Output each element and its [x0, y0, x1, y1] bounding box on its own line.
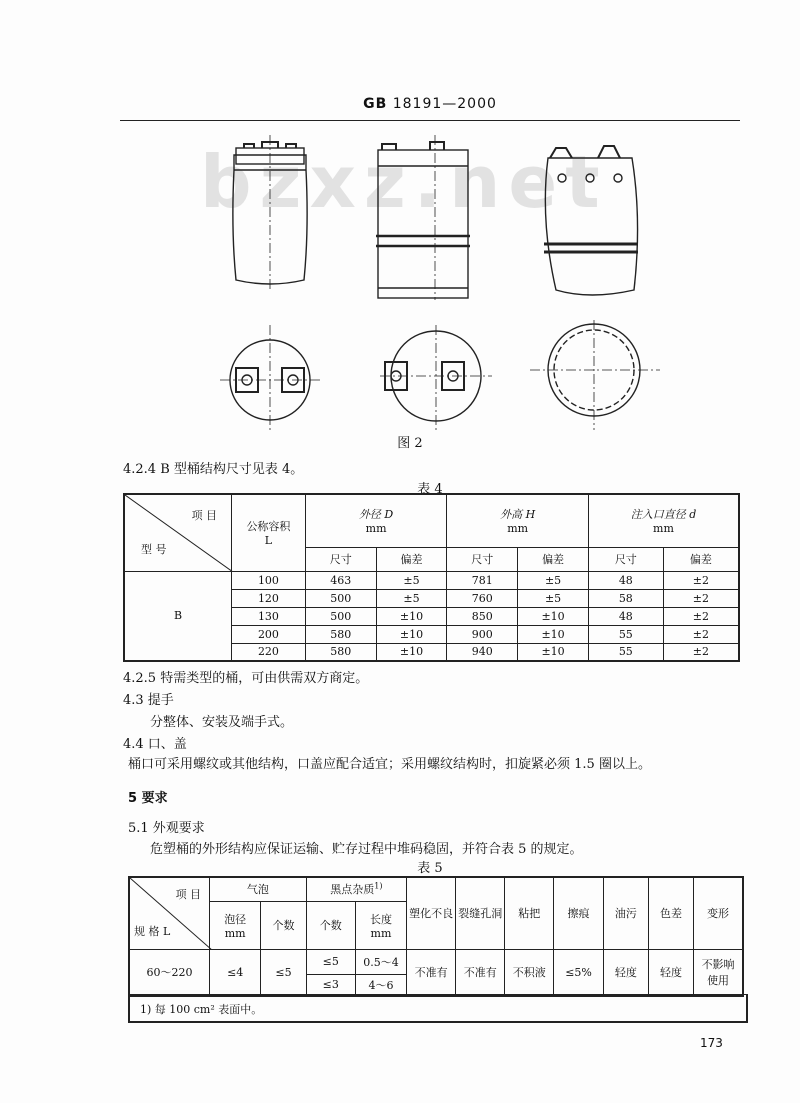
group-label: 注入口直径 d — [630, 508, 697, 522]
cell-scratch: ≤5% — [554, 949, 603, 996]
spot-footnote-mark: 1) — [374, 881, 383, 891]
table-4 — [123, 493, 740, 662]
cell: 55 — [588, 625, 663, 643]
table4-capacity-header — [232, 494, 306, 571]
cell: 781 — [447, 571, 518, 589]
header-rule — [120, 120, 740, 121]
table4-group-header — [305, 494, 447, 547]
cell-count: ≤5 — [261, 949, 306, 996]
table-row — [124, 571, 739, 589]
section-5-1-title: 5.1 外观要求 — [128, 821, 205, 836]
cell: 900 — [447, 625, 518, 643]
sub-header: 尺寸 — [588, 547, 663, 571]
label: 泡径 — [224, 912, 247, 926]
figure-caption: 图 2 — [397, 436, 423, 451]
cell: ±2 — [663, 589, 739, 607]
cell: ±5 — [376, 571, 447, 589]
cell: 48 — [588, 571, 663, 589]
spot-header — [306, 877, 406, 901]
table4-corner-cell — [124, 494, 232, 571]
table4-model-cell: B — [124, 571, 232, 661]
handle-header: 粘把 — [505, 877, 554, 949]
cell-deform: 不影响使用 — [694, 949, 743, 996]
cell: 463 — [305, 571, 376, 589]
group-label: 外高 H — [500, 508, 536, 522]
table4-corner-top: 项 目 — [191, 509, 218, 522]
capacity-unit: L — [264, 534, 273, 548]
cell-spot-len: 0.5～4 — [355, 949, 406, 974]
cell: 940 — [447, 643, 518, 661]
cell: 500 — [305, 607, 376, 625]
section-4-3-body: 分整体、安装及端手式。 — [150, 715, 294, 730]
drum-b-top-view — [380, 325, 492, 430]
plastic-header: 塑化不良 — [407, 877, 456, 949]
spot-label: 黑点杂质 — [330, 883, 375, 897]
deform-header: 变形 — [694, 877, 743, 949]
table5-corner-bottom: 规 格 L — [134, 924, 171, 938]
spot-len-header — [355, 901, 406, 949]
cell-color: 轻度 — [648, 949, 693, 996]
cell-oil: 轻度 — [603, 949, 648, 996]
table4-group-header — [588, 494, 739, 547]
cell: ±2 — [663, 607, 739, 625]
oil-header: 油污 — [603, 877, 648, 949]
cell: 580 — [305, 625, 376, 643]
cell: 130 — [232, 607, 306, 625]
cell: 850 — [447, 607, 518, 625]
scratch-header: 擦痕 — [554, 877, 603, 949]
cell: ±5 — [518, 589, 589, 607]
drum-c-top-view — [530, 320, 660, 430]
cell: ±2 — [663, 571, 739, 589]
header-number: 18191—2000 — [392, 96, 497, 112]
section-4-3-title: 4.3 提手 — [123, 693, 174, 708]
cell: 220 — [232, 643, 306, 661]
table5-footnote-row — [128, 994, 748, 1023]
header-code: GB — [363, 96, 388, 112]
section-4-2-5: 4.2.5 特需类型的桶，可由供需双方商定。 — [123, 671, 369, 686]
group-unit: mm — [653, 522, 674, 536]
drum-b-side-view — [376, 135, 470, 300]
bubble-header: 气泡 — [210, 877, 307, 901]
table-5-caption: 表 5 — [417, 861, 443, 876]
label: 长度 — [369, 912, 392, 926]
cell-plastic: 不准有 — [407, 949, 456, 996]
watermark: bzxz.net — [200, 140, 608, 224]
unit: mm — [224, 926, 246, 940]
cell: 200 — [232, 625, 306, 643]
drum-a-top-view — [220, 325, 320, 430]
unit: mm — [370, 926, 392, 940]
cell: ±10 — [518, 643, 589, 661]
drum-c-side-view — [544, 146, 638, 295]
cell: 120 — [232, 589, 306, 607]
page-number: 173 — [700, 1036, 723, 1050]
group-label: 外径 D — [358, 508, 394, 522]
table-4-caption: 表 4 — [417, 482, 443, 497]
cell: 100 — [232, 571, 306, 589]
seam-header: 裂缝孔洞 — [456, 877, 505, 949]
group-unit: mm — [365, 522, 387, 536]
cell-handle: 不积液 — [505, 949, 554, 996]
cell: 580 — [305, 643, 376, 661]
sub-header: 偏差 — [663, 547, 739, 571]
table-row — [129, 949, 743, 974]
cell-spot-len: 4～6 — [355, 974, 406, 996]
capacity-label: 公称容积 — [246, 520, 291, 534]
sub-header: 偏差 — [518, 547, 589, 571]
spot-count-header: 个数 — [306, 901, 355, 949]
color-header: 色差 — [648, 877, 693, 949]
sub-header: 尺寸 — [305, 547, 376, 571]
page-header — [120, 96, 740, 112]
section-4-4-body: 桶口可采用螺纹或其他结构，口盖应配合适宜；采用螺纹结构时，扣旋紧必须 1.5 圈以上。 — [128, 757, 651, 772]
section-5-title: 5 要求 — [128, 791, 168, 806]
cell: 48 — [588, 607, 663, 625]
cell: ±5 — [518, 571, 589, 589]
bubble-count-header: 个数 — [261, 901, 306, 949]
cell-seam: 不准有 — [456, 949, 505, 996]
table5-corner-top: 项 目 — [175, 888, 202, 901]
table-5 — [128, 876, 744, 997]
section-4-2-4: 4.2.4 B 型桶结构尺寸见表 4。 — [123, 462, 304, 477]
figure-2-drawings — [210, 130, 670, 430]
table4-group-header — [447, 494, 589, 547]
cell: ±10 — [376, 643, 447, 661]
cell: 760 — [447, 589, 518, 607]
bubble-diam-header — [210, 901, 261, 949]
cell: ±10 — [518, 625, 589, 643]
sub-header: 尺寸 — [447, 547, 518, 571]
cell: 55 — [588, 643, 663, 661]
cell: ±2 — [663, 625, 739, 643]
cell: 500 — [305, 589, 376, 607]
drum-a-side-view — [233, 135, 307, 290]
cell-spec: 60～220 — [129, 949, 210, 996]
cell: ±10 — [376, 607, 447, 625]
cell: 58 — [588, 589, 663, 607]
table5-corner-cell — [129, 877, 210, 949]
cell: ±10 — [518, 607, 589, 625]
cell: ±5 — [376, 589, 447, 607]
cell-spot-count: ≤3 — [306, 974, 355, 996]
section-5-1-body: 危塑桶的外形结构应保证运输、贮存过程中堆码稳固，并符合表 5 的规定。 — [150, 842, 583, 857]
table4-corner-bottom: 型 号 — [141, 542, 167, 556]
sub-header: 偏差 — [376, 547, 447, 571]
cell: ±10 — [376, 625, 447, 643]
table5-footnote: 1) 每 100 cm² 表面中。 — [140, 1003, 263, 1016]
cell: ±2 — [663, 643, 739, 661]
section-4-4-title: 4.4 口、盖 — [123, 737, 187, 752]
cell-spot-count: ≤5 — [306, 949, 355, 974]
group-unit: mm — [507, 522, 529, 536]
cell-diam: ≤4 — [210, 949, 261, 996]
